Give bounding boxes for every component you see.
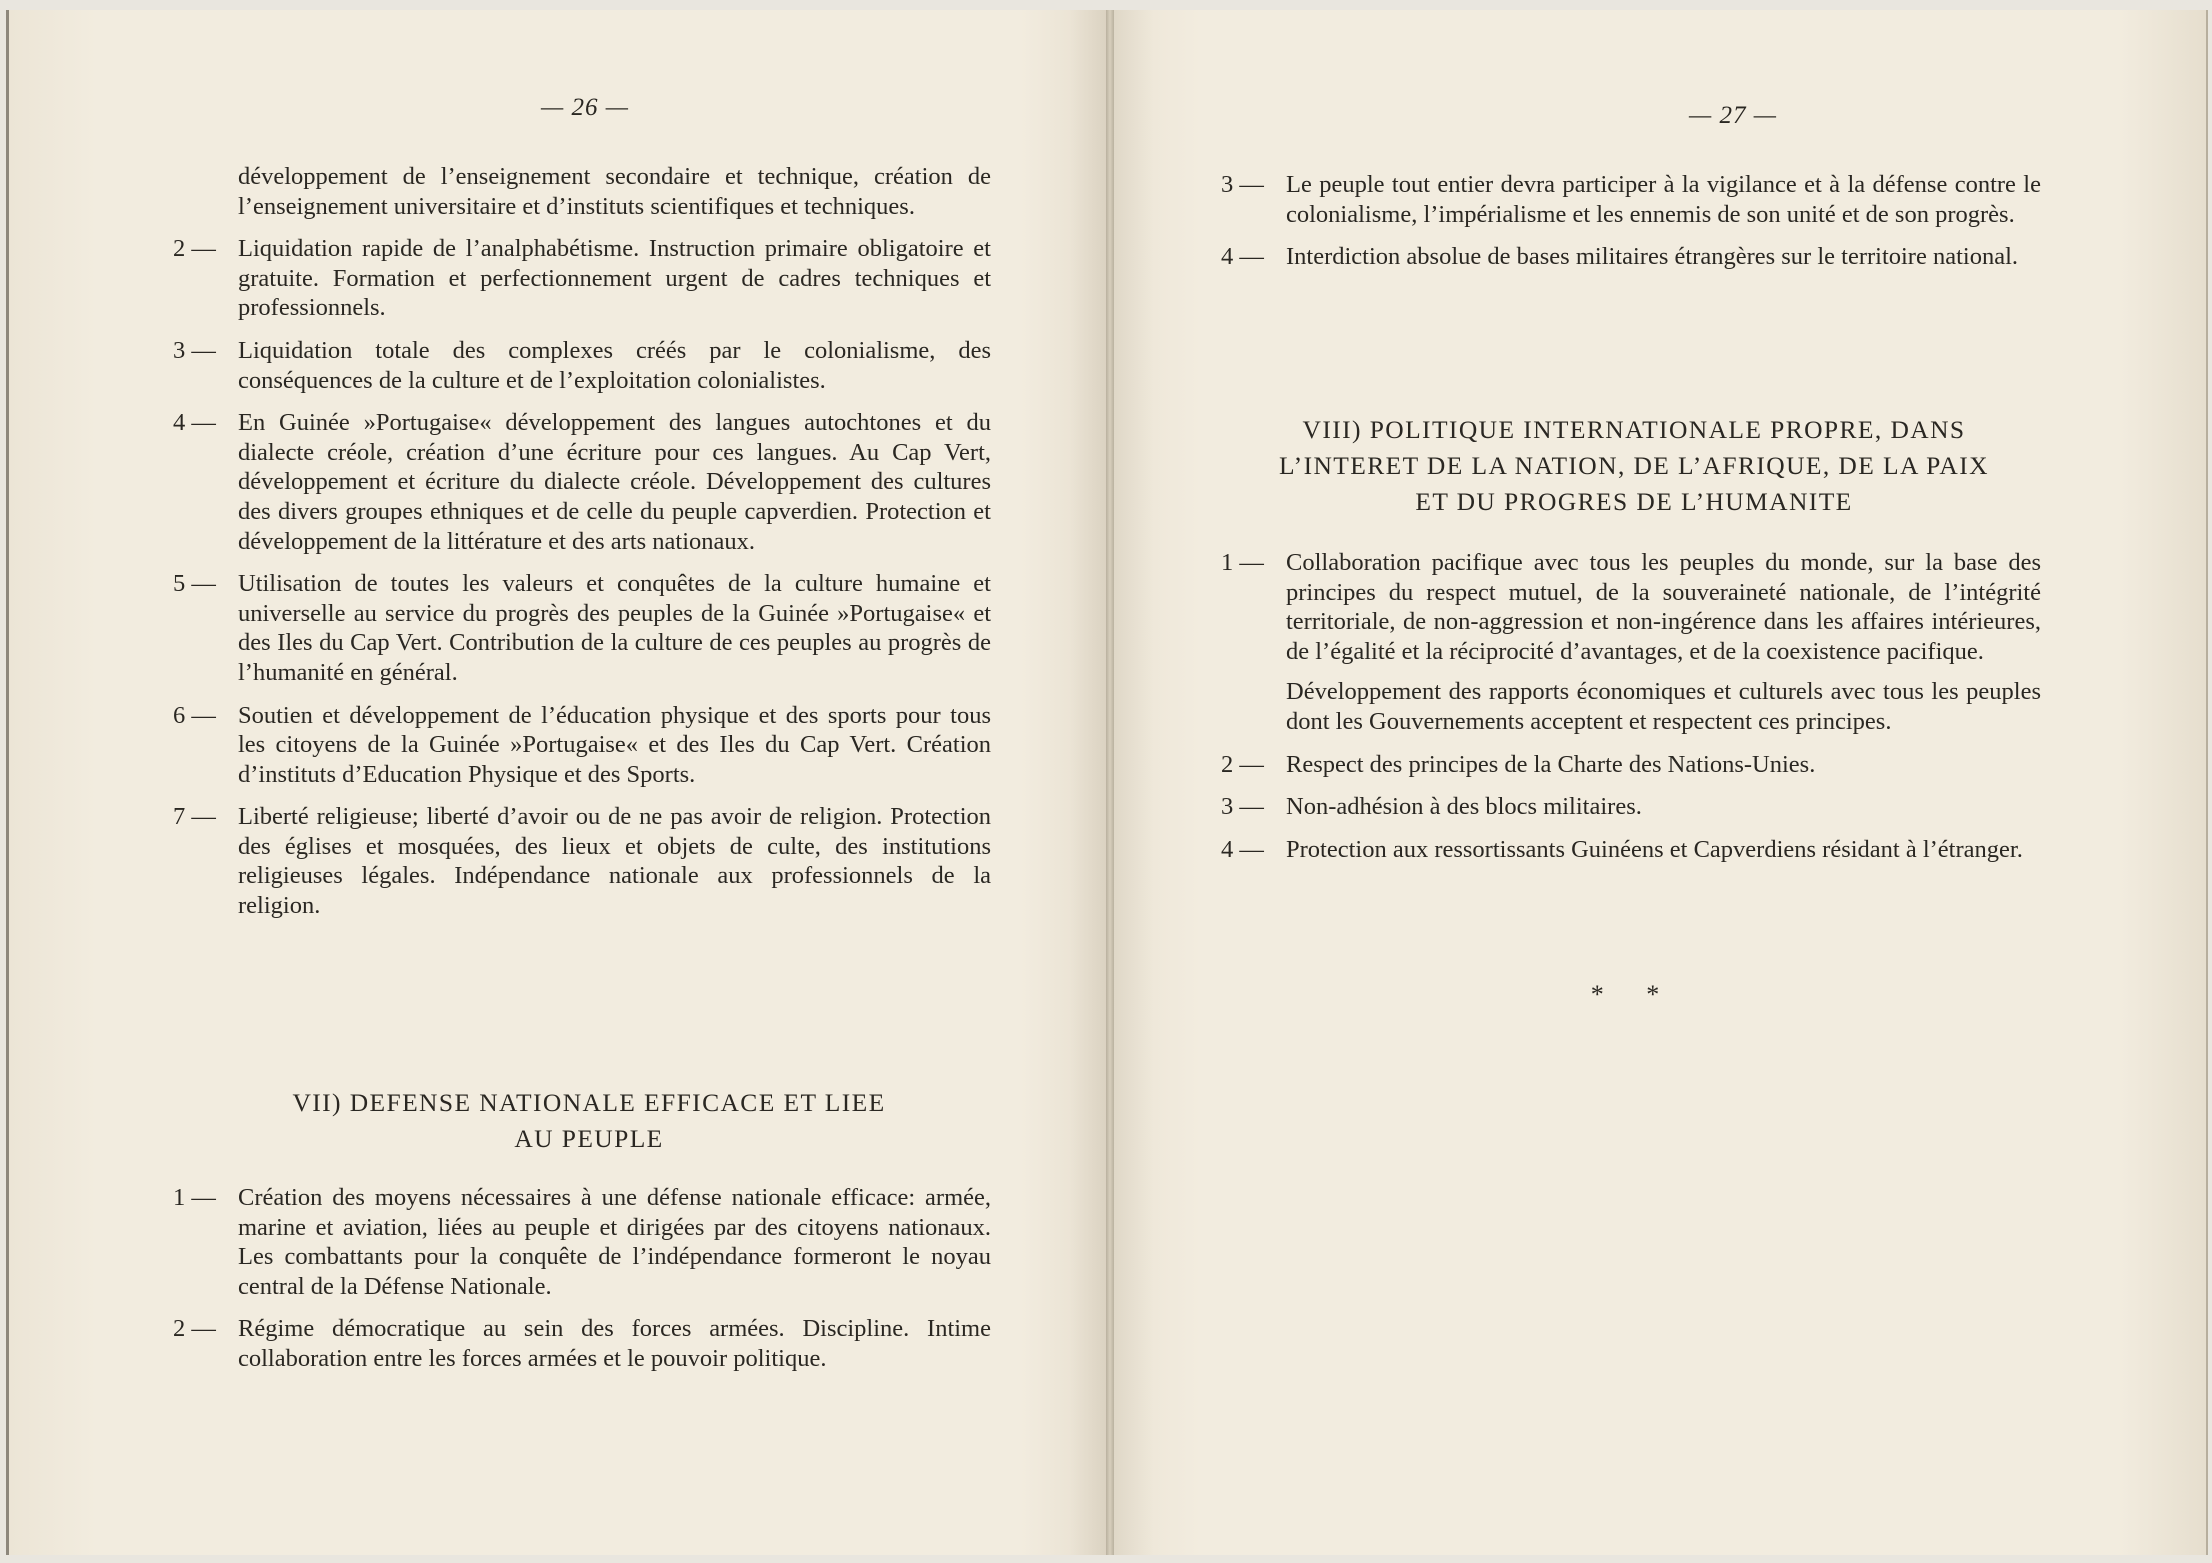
item-text: Protection aux ressortissants Guinéens et Capverdiens résidant à l’étranger. [1286, 835, 2023, 863]
heading-line: VIII) POLITIQUE INTERNATIONALE PROPRE, DANS [1302, 415, 1966, 444]
item-number: 5 — [173, 570, 216, 598]
page-number: — 26 — [541, 94, 629, 121]
item-text: En Guinée »Portugaise« développement des langues autochtones et du dialecte créole, création d’une écriture pour ces langues. Au Cap Vert, développement et écriture du dialecte créole. Développement des cultures des divers groupes ethniques et de celle du peuple capverdien. Protection et développement de la littérature et des arts nationaux. [238, 409, 991, 555]
item-number: 3 — [1221, 171, 1264, 198]
defense-list-continued [1221, 170, 2041, 285]
list-item [1221, 170, 2041, 229]
item-text: Liberté religieuse; liberté d’avoir ou de ne pas avoir de religion. Protection des églises et mosquées, des lieux et objets de culte, des institutions religieuses légales. Indépendance nationale aux professionnels de la religion. [238, 803, 991, 920]
item-text [1286, 548, 2041, 737]
section-heading [1224, 412, 2044, 520]
list-item [173, 1314, 991, 1373]
item-number: 2 — [1221, 750, 1264, 778]
section-heading [209, 1085, 969, 1157]
item-text: Interdiction absolue de bases militaires étrangères sur le territoire national. [1286, 243, 2019, 271]
list-item [1221, 792, 2041, 822]
item-text: Régime démocratique au sein des forces armées. Discipline. Intime collaboration entre les forces armées et le pouvoir politique. [238, 1315, 991, 1372]
item-paragraph: Développement des rapports économiques et culturels avec tous les peuples dont les Gouvernements acceptent et respectent ces principes. [1286, 678, 2041, 735]
list-item [1221, 750, 2041, 780]
list-item [173, 234, 991, 323]
list-item [1221, 835, 2041, 865]
book-gutter [1106, 10, 1114, 1555]
item-number: 4 — [1221, 243, 1264, 271]
item-number: 3 — [1221, 793, 1264, 821]
item-text: Création des moyens nécessaires à une défense nationale efficace: armée, marine et aviation, liées au peuple et dirigées par des citoyens nationaux. Les combattants pour la conquête de l’indépendance formeront le noyau central de la Défense Nationale. [238, 1184, 991, 1300]
foreign-policy-list [1221, 548, 2041, 877]
item-number: 4 — [173, 409, 216, 437]
item-number: 3 — [173, 336, 216, 364]
item-text: Utilisation de toutes les valeurs et conquêtes de la culture humaine et universelle au service du progrès des peuples de la Guinée »Portugaise« et des Iles du Cap Vert. Contribution de la culture de ces peuples au progrès de l’humanité en général. [238, 570, 991, 686]
program-list [173, 162, 991, 934]
item-number: 6 — [173, 701, 216, 729]
heading-line: AU PEUPLE [514, 1124, 664, 1153]
list-item [173, 336, 991, 395]
book-spread [6, 10, 2206, 1555]
heading-line: ET DU PROGRES DE L’HUMANITE [1415, 487, 1853, 516]
list-item [1221, 242, 2041, 272]
item-text: Le peuple tout entier devra participer à la vigilance et à la défense contre le colonialisme, l’impérialisme et les ennemis de son unité et de son progrès. [1286, 171, 2041, 228]
right-page [1114, 10, 2208, 1555]
section-ornament: * * [1590, 980, 1678, 1009]
item-number: 2 — [173, 235, 216, 263]
item-number: 7 — [173, 803, 216, 831]
heading-line: L’INTERET DE LA NATION, DE L’AFRIQUE, DE LA PAIX [1279, 451, 1989, 480]
left-page [6, 10, 1109, 1555]
item-text: Non-adhésion à des blocs militaires. [1286, 793, 1642, 821]
item-paragraph: Collaboration pacifique avec tous les peuples du monde, sur la base des principes du respect mutuel, de la souveraineté nationale, de l’intégrité territoriale, de non-aggression et non-ingérence dans les affaires intérieures, de l’égalité et la réciprocité d’avantages, et de la coexistence pacifique. [1286, 549, 2041, 665]
item-number: 1 — [1221, 549, 1264, 576]
list-item [173, 802, 991, 920]
item-number: 1 — [173, 1184, 216, 1211]
heading-line: VII) DEFENSE NATIONALE EFFICACE ET LIEE [292, 1088, 886, 1117]
item-text: Liquidation totale des complexes créés par le colonialisme, des conséquences de la culture et de l’exploitation colonialistes. [238, 336, 991, 394]
item-text: Liquidation rapide de l’analphabétisme. Instruction primaire obligatoire et gratuite. Formation et perfectionnement urgent de cadres techniques et professionnels. [238, 235, 991, 322]
paragraph-text: développement de l’enseignement secondaire et technique, création de l’enseignement universitaire et d’instituts scientifiques et techniques. [238, 163, 991, 220]
defense-list [173, 1183, 991, 1387]
page-number: — 27 — [1689, 102, 1777, 129]
list-item [173, 408, 991, 556]
list-item [1221, 548, 2041, 737]
item-number: 4 — [1221, 835, 1264, 863]
list-item [173, 569, 991, 687]
item-number: 2 — [173, 1315, 216, 1343]
page-shadow [1069, 10, 1109, 1555]
item-text: Soutien et développement de l’éducation physique et des sports pour tous les citoyens de la Guinée »Portugaise« et des Iles du Cap Vert. Création d’instituts d’Education Physique et des Sports. [238, 701, 991, 788]
item-text: Respect des principes de la Charte des Nations-Unies. [1286, 750, 1816, 778]
list-item [173, 1183, 991, 1301]
continuation-paragraph [173, 162, 991, 221]
list-item [173, 701, 991, 790]
page-shadow [1114, 10, 1154, 1555]
